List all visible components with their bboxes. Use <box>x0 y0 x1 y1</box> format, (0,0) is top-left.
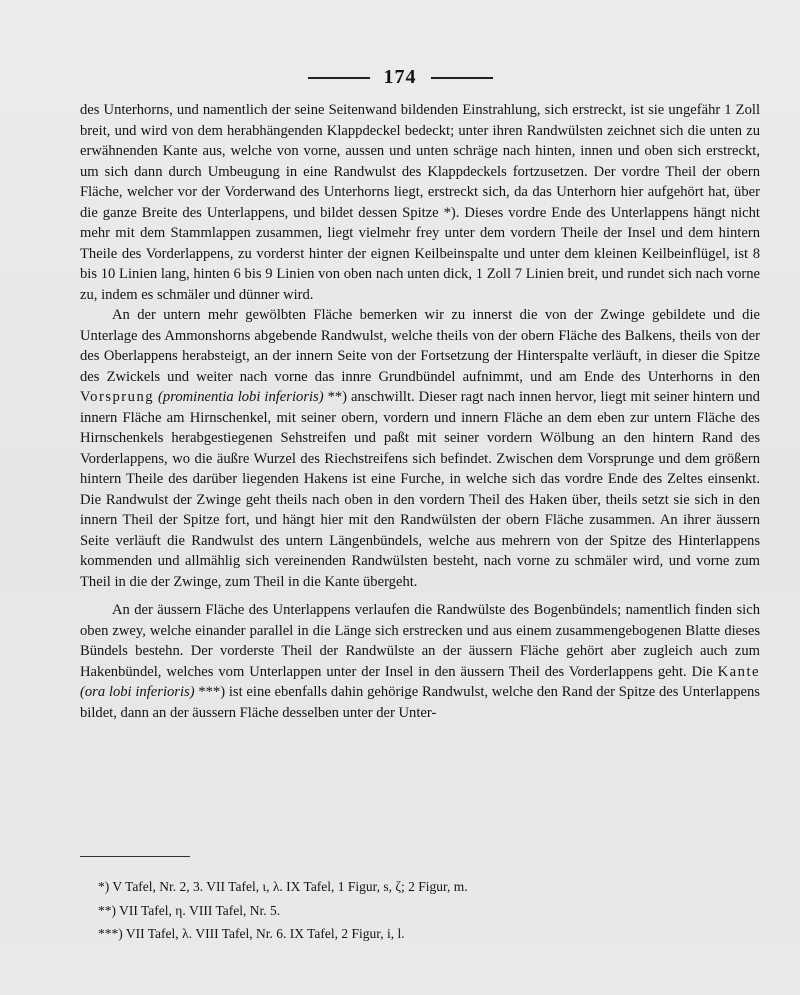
page-number: 174 <box>383 66 417 88</box>
footnote-2: **) VII Tafel, η. VIII Tafel, Nr. 5. <box>98 902 281 918</box>
latin-term: (ora lobi inferioris) <box>80 684 195 700</box>
paragraph-text: An der äussern Fläche des Unterlappens verlaufen die Randwülste des Bogenbündels; namentlich finden sich oben zwey, welche einander parallel in die Länge sich erstrecken und aus einem zusammengebogenen Blatte dieses Bündels bestehn. Der vorderste Theil der Randwülste an der äussern Fläche gehört aber zugleich auch zum Hakenbündel, welches vom Unterlappen unter der Insel in den äussern Theil des Vorderlappens geht. Die <box>80 602 760 680</box>
spaced-term: Kante <box>717 663 760 680</box>
paragraph-text: ***) ist eine ebenfalls dahin gehörige Randwulst, welche den Rand der Spitze des Unterlappens bildet, dann an der äussern Fläche desselben unter der Unter- <box>80 684 760 721</box>
footnote-divider <box>80 856 190 857</box>
body-paragraph <box>80 600 760 723</box>
paragraph-text: **) anschwillt. Dieser ragt nach innen hervor, liegt mit seiner hintern und innern Fläche am Hirnschenkel, mit seiner obern, vordern und innern Fläche an dem eben zur untern Fläche des Hirnschenkels herabgestiegenen Sehstreifen und paßt mit seiner vordern Wölbung an den hintern Rand des Vorderlappens, wo die äußre Wurzel des Riechstreifens sich befindet. Zwischen dem Vorsprunge und dem größern hintern Theile des darüber liegenden Hakens ist eine Furche, in welche sich das vordre Ende des Zeltes einsenkt. Die Randwulst der Zwinge geht theils nach oben in den vordern Theil des Haken über, theils setzt sie sich in den innern Theil der Spitze fort, und hängt hier mit den Randwülsten der obern Fläche zusammen. An ihrer äussern Seite verläuft die Randwulst des untern Längenbündels, welche aus mehrern von der Spitze des Hinterlappens kommenden und allmählig sich vereinenden Randwülsten besteht, nach vorne zu schmäler wird, und vorne zum Theil in die der Zwinge, zum Theil in die Kante übergeht. <box>80 389 760 590</box>
paragraph-text: An der untern mehr gewölbten Fläche bemerken wir zu innerst die von der Zwinge gebildete und die Unterlage des Ammonshorns abgebende Randwulst, welche theils von der obern Fläche des Balkens, theils von der des Oberlappens herabsteigt, an der innern Seite von der Fortsetzung der Hinterspalte verläuft, in dieser die Spitze des Zwickels und weiter nach vorne das innre Grundbündel aufnimmt, und am Ende des Unterhorns in den <box>80 307 760 385</box>
footnote-3: ***) VII Tafel, λ. VIII Tafel, Nr. 6. IX Tafel, 2 Figur, i, l. <box>98 926 405 941</box>
body-text <box>80 100 760 723</box>
body-paragraph <box>80 100 760 305</box>
page-header <box>0 66 800 89</box>
header-rule-right <box>431 77 493 79</box>
spaced-term: Vorsprung <box>80 389 155 405</box>
footnote-1: *) V Tafel, Nr. 2, 3. VII Tafel, ι, λ. IX Tafel, 1 Figur, s, ζ; 2 Figur, m. <box>98 879 468 894</box>
body-paragraph <box>80 305 760 592</box>
header-rule-left <box>308 77 370 79</box>
paragraph-text: des Unterhorns, und namentlich der seine Seitenwand bildenden Einstrahlung, sich erstreckt, ist sie ungefähr 1 Zoll breit, und wird von dem herabhängenden Klappdeckel bedeckt; unter ihren Randwülsten zeichnet sich die unten zu erwähnenden Kante aus, welche von vorne, aussen und unten schräge nach hinten, innen und oben sich erstreckt, um sich dann durch Umbeugung in eine Randwulst des Klappdeckels fortzusetzen. Der vordre Theil der obern Fläche, welcher vor der Vorderwand des Unterhorns liegt, erstreckt sich, da das Unterhorn hier aufgehört hat, über die ganze Breite des Unterlappens, und bildet dessen Spitze *). Dieses vordre Ende des Unterlappens hängt nicht mehr mit dem Stammlappen zusammen, liegt vielmehr frey unter dem vordern Theile der Insel und dem hintern Theile des Vorderlappens, zu vorderst hinter der eignen Keilbeinspalte und unter dem kleinen Keilbeinflügel, ist 8 bis 10 Linien lang, hinten 6 bis 9 Linien von oben nach unten dick, 1 Zoll 7 Linien breit, und rundet sich nach vorne zu, indem es schmäler und dünner wird. <box>80 102 760 303</box>
latin-term: (prominentia lobi inferioris) <box>158 389 324 405</box>
footnotes <box>98 875 758 946</box>
